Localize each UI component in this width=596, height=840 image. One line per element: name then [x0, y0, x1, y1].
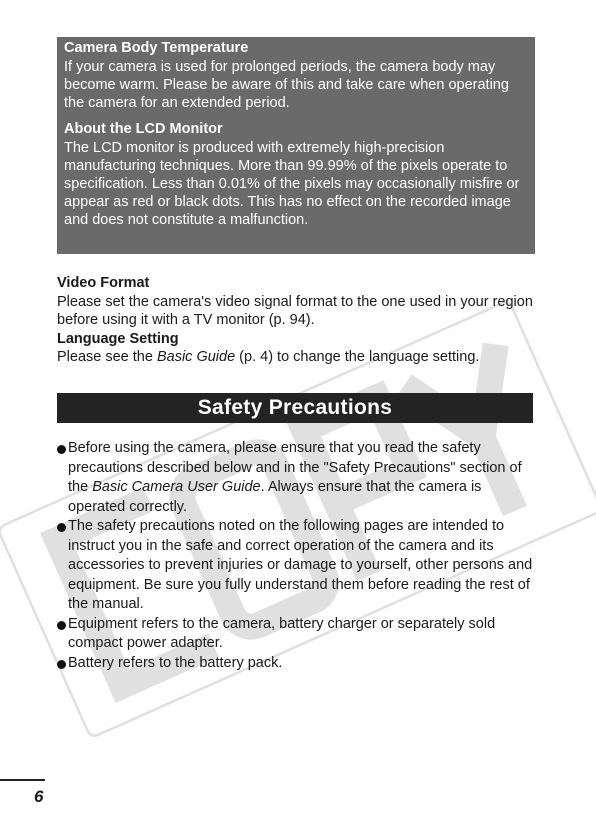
- page-number-rule: [0, 779, 45, 781]
- language-setting-text: Please see the Basic Guide (p. 4) to change the language setting.: [57, 349, 480, 365]
- notice-text-temperature: If your camera is used for prolonged periods, the camera body may become warm. Please be aware of this and take care when operating the camera for an extended period.: [64, 59, 509, 111]
- notice-heading-temperature: Camera Body Temperature: [64, 40, 249, 56]
- bullet-dot-icon: [57, 445, 66, 454]
- bullet-dot-icon: [57, 621, 66, 630]
- bullet-dot-icon: [57, 660, 66, 669]
- notice-heading-lcd: About the LCD Monitor: [64, 121, 223, 137]
- video-format-text: Please set the camera's video signal format to the one used in your region before using it with a TV monitor (p. 94).: [57, 293, 533, 328]
- bullet-item: Before using the camera, please ensure that you read the safety precautions described below and in the "Safety Precautions" section of the Basic Camera User Guide. Always ensure that the camera is operated correctly.: [57, 439, 537, 517]
- bullet-item: Equipment refers to the camera, battery charger or separately sold compact power adapter.: [57, 615, 537, 654]
- safety-bullet-list: [57, 439, 537, 673]
- language-setting-heading: Language Setting: [57, 330, 179, 347]
- bullet-item: The safety precautions noted on the following pages are intended to instruct you in the safe and correct operation of the camera and its accessories to prevent injuries or damage to yourself, other persons and equipment. Be sure you fully understand them before reading the rest of the manual.: [57, 517, 537, 615]
- settings-notes: [57, 274, 535, 367]
- page-number: 6: [34, 787, 44, 806]
- user-guide-title: Basic Camera User Guide: [92, 479, 261, 495]
- notice-box: [57, 37, 535, 254]
- notice-text-lcd: The LCD monitor is produced with extremely high-precision manufacturing techniques. More than 99.99% of the pixels operate to specification. Less than 0.01% of the pixels may occasionally misfire or appear as red or black dots. This has no effect on the recorded image and does not constitute a malfunction.: [64, 140, 520, 228]
- basic-guide-title: Basic Guide: [156, 349, 236, 365]
- video-format-heading: Video Format: [57, 275, 150, 291]
- bullet-item: Battery refers to the battery pack.: [57, 654, 537, 674]
- bullet-dot-icon: [57, 523, 66, 532]
- safety-precautions-banner: Safety Precautions: [57, 393, 533, 423]
